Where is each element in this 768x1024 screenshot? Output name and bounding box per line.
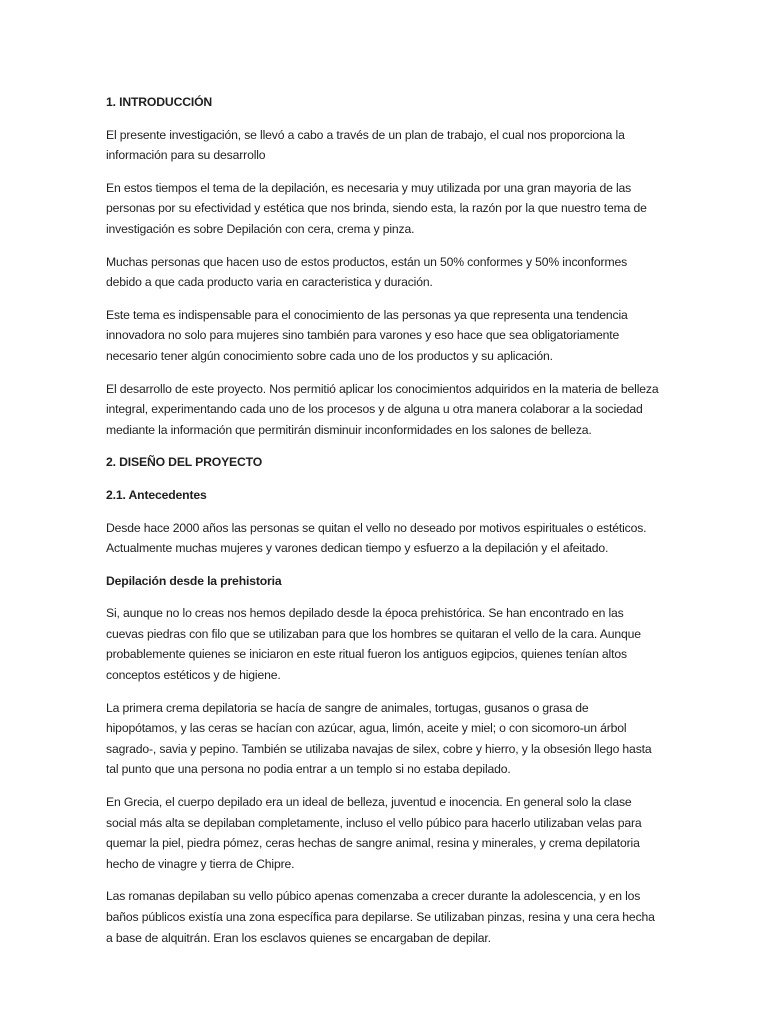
subsection-heading-prehistoria: Depilación desde la prehistoria [106,573,282,588]
document-page [106,92,662,960]
paragraph: Este tema es indispensable para el conocimiento de las personas ya que representa una tendencia innovadora no solo para mujeres sino también para varones y eso hace que sea obligatoriamente necesario tener algún conocimiento sobre cada uno de los productos y su aplicación. [106,307,628,363]
paragraph: Las romanas depilaban su vello púbico apenas comenzaba a crecer durante la adolescencia, y en los baños públicos existía una zona específica para depilarse. Se utilizaban pinzas, resina y una cera hecha a base de alquitrán. Eran los esclavos quienes se encargaban de depilar. [106,889,655,945]
subsection-heading-antecedentes: 2.1. Antecedentes [106,487,207,502]
paragraph: En Grecia, el cuerpo depilado era un ideal de belleza, juventud e inocencia. En general solo la clase social más alta se depilaban completamente, incluso el vello púbico para hacerlo utilizaban velas para quemar la piel, piedra pómez, ceras hechas de sangre animal, resina y minerales, y crema depilatoria hecho de vinagre y tierra de Chipre. [106,795,642,871]
paragraph: El presente investigación, se llevó a cabo a través de un plan de trabajo, el cual nos proporciona la información para su desarrollo [106,127,625,163]
paragraph: El desarrollo de este proyecto. Nos permitió aplicar los conocimientos adquiridos en la materia de belleza integral, experimentando cada uno de los procesos y de alguna u otra manera colaborar a la sociedad mediante la información que permitirán disminuir inconformidades en los salones de belleza. [106,381,659,437]
paragraph: En estos tiempos el tema de la depilación, es necesaria y muy utilizada por una gran mayoria de las personas por su efectividad y estética que nos brinda, siendo esta, la razón por la que nuestro tema de investigación es sobre Depilación con cera, crema y pinza. [106,180,647,236]
section-heading-diseno: 2. DISEÑO DEL PROYECTO [106,455,263,470]
paragraph: Muchas personas que hacen uso de estos productos, están un 50% conformes y 50% inconformes debido a que cada producto varia en caracteristica y duración. [106,254,628,290]
paragraph: La primera crema depilatoria se hacía de sangre de animales, tortugas, gusanos o grasa de hipopótamos, y las ceras se hacían con azúcar, agua, limón, aceite y miel; o con sicomoro-un árbol sagrado-, savia y pepino. También se utilizaba navajas de silex, cobre y hierro, y la obsesión llego hasta tal punto que una persona no podia entrar a un templo si no estaba depilado. [106,700,652,777]
paragraph: Si, aunque no lo creas nos hemos depilado desde la época prehistórica. Se han encontrado en las cuevas piedras con filo que se utilizaban para que los hombres se quitaran el vello de la cara. Aunque probablemente quienes se iniciaron en este ritual fueron los antiguos egipcios, quienes tenían altos conceptos estéticos y de higiene. [106,606,641,683]
paragraph: Desde hace 2000 años las personas se quitan el vello no deseado por motivos espirituales o estéticos. Actualmente muchas mujeres y varones dedican tiempo y esfuerzo a la depilación y el afeitado. [106,520,647,556]
section-heading-introduccion: 1. INTRODUCCIÓN [106,95,213,109]
